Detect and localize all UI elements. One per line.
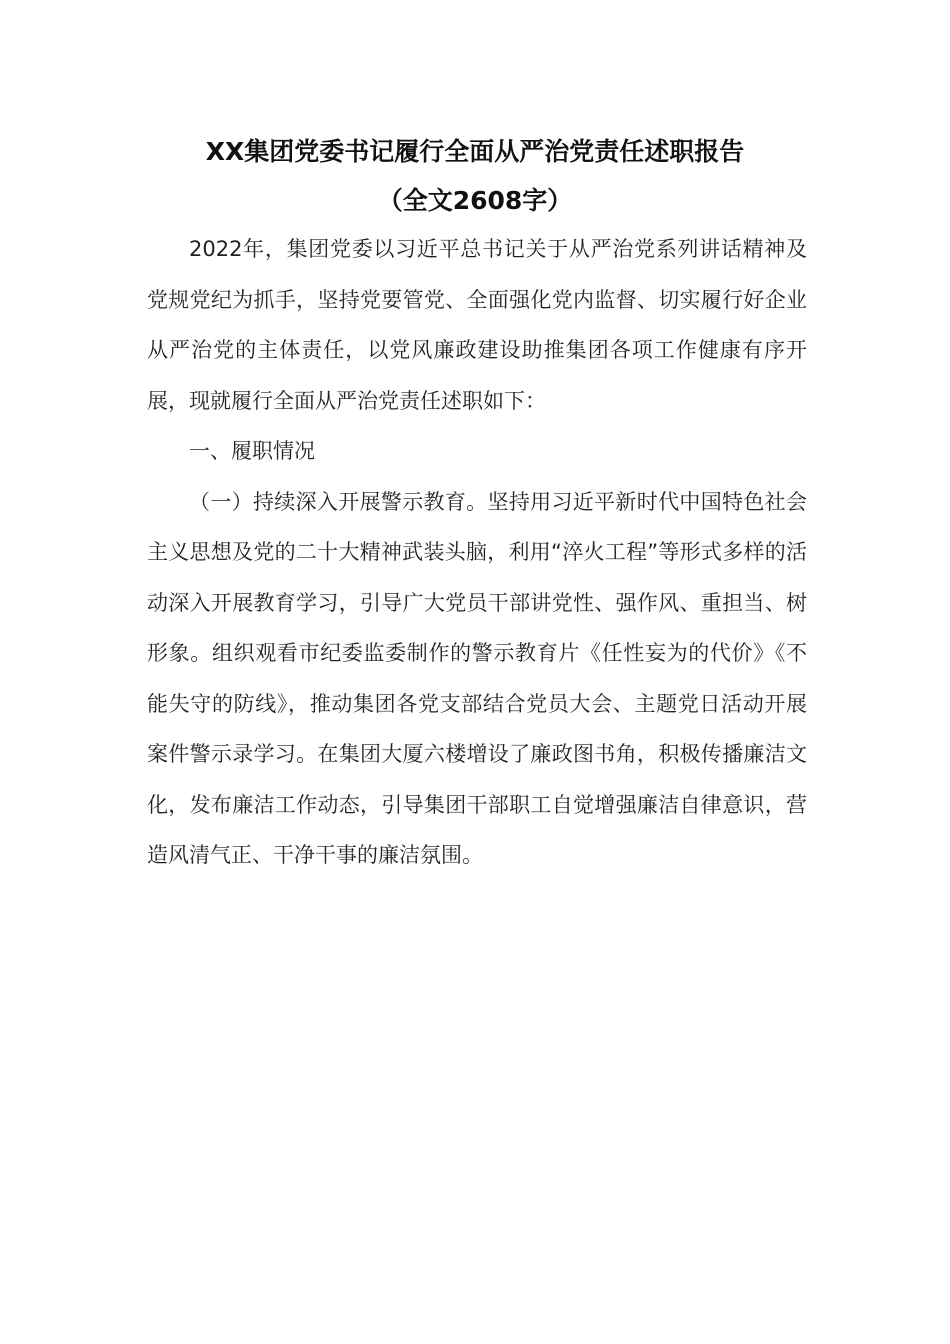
document-title: XX集团党委书记履行全面从严治党责任述职报告 <box>205 137 745 166</box>
section-heading: 一、履职情况 <box>189 439 315 463</box>
intro-paragraph: 2022年，集团党委以习近平总书记关于从严治党系列讲话精神及党规党纪为抓手，坚持党要管党、全面强化党内监督、切实履行好企业从严治党的主体责任，以党风廉政建设助推集团各项工作健康有序开展，现就履行全面从严治党责任述职如下： <box>147 237 807 413</box>
section-paragraph: （一）持续深入开展警示教育。坚持用习近平新时代中国特色社会主义思想及党的二十大精神武装头脑，利用“淬火工程”等形式多样的活动深入开展教育学习，引导广大党员干部讲党性、强作风、重担当、树形象。组织观看市纪委监委制作的警示教育片《任性妄为的代价》《不能失守的防线》，推动集团各党支部结合党员大会、主题党日活动开展案件警示录学习。在集团大厦六楼增设了廉政图书角，积极传播廉洁文化，发布廉洁工作动态，引导集团干部职工自觉增强廉洁自律意识，营造风清气正、干净干事的廉洁氛围。 <box>147 489 807 867</box>
document-body <box>147 224 807 881</box>
document-subtitle: （全文2608字） <box>377 186 573 215</box>
